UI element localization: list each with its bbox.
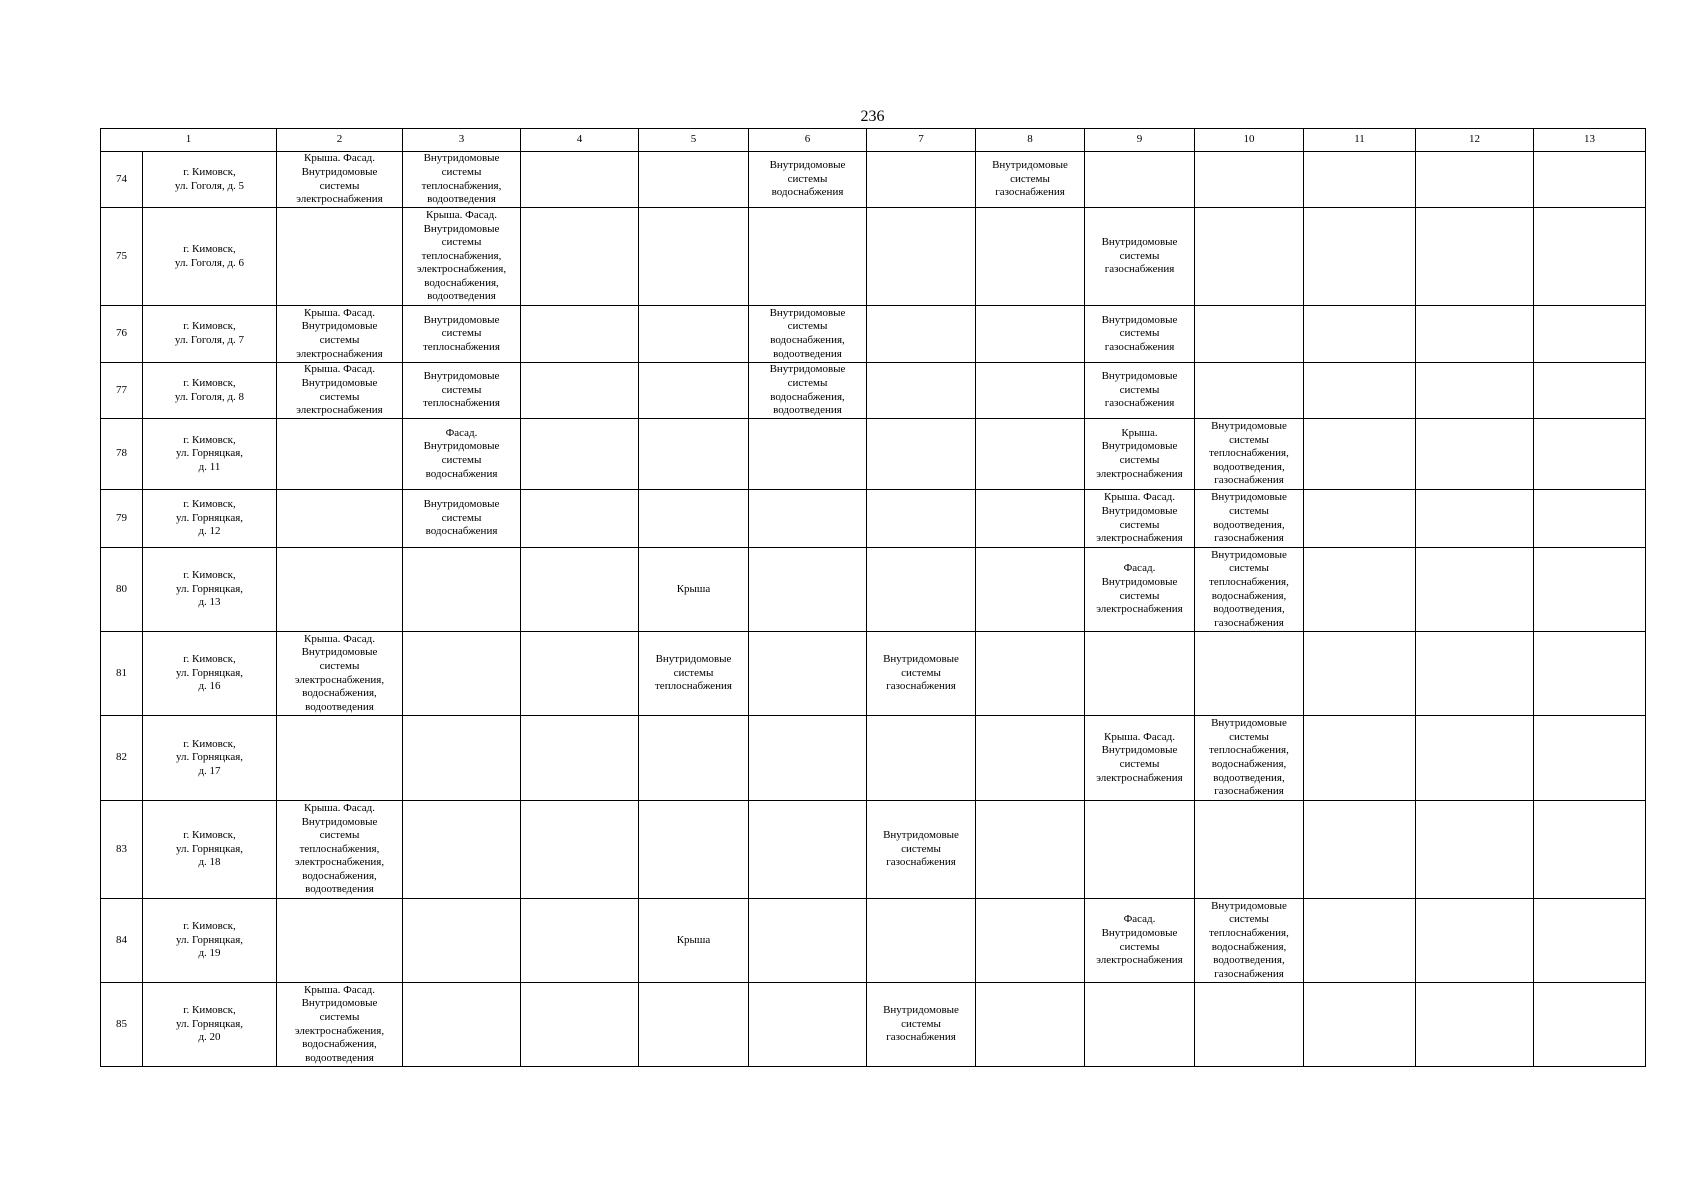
work-type-cell xyxy=(1085,632,1195,716)
column-number-header: 11 xyxy=(1304,129,1416,152)
row-number-cell: 85 xyxy=(101,983,143,1067)
work-type-text: Внутридомовые системы газоснабжения xyxy=(883,829,959,869)
address-cell xyxy=(143,490,277,548)
work-type-cell xyxy=(1085,899,1195,983)
work-type-cell xyxy=(1304,490,1416,548)
row-number-cell: 75 xyxy=(101,208,143,306)
work-type-cell xyxy=(749,548,867,632)
work-type-cell xyxy=(521,983,639,1067)
work-type-text: Внутридомовые системы водоснабжения xyxy=(423,498,500,538)
column-number-header: 6 xyxy=(749,129,867,152)
work-type-cell xyxy=(1085,490,1195,548)
work-type-cell xyxy=(749,801,867,899)
work-type-text: Внутридомовые системы теплоснабжения xyxy=(423,313,500,353)
address-cell xyxy=(143,419,277,490)
work-type-cell xyxy=(277,632,403,716)
work-type-cell xyxy=(1085,363,1195,419)
address-cell xyxy=(143,363,277,419)
work-type-cell xyxy=(521,548,639,632)
work-type-text: Внутридомовые системы водоснабжения, водоотведения xyxy=(769,306,846,360)
work-type-text: Внутридомовые системы газоснабжения xyxy=(1101,313,1178,353)
table-row xyxy=(101,632,1646,716)
work-type-cell xyxy=(749,363,867,419)
row-number-cell: 79 xyxy=(101,490,143,548)
work-type-cell xyxy=(867,716,976,801)
work-type-text: Внутридомовые системы водоснабжения, водоотведения xyxy=(769,363,846,417)
work-type-cell xyxy=(639,899,749,983)
work-type-cell xyxy=(1085,208,1195,306)
work-type-cell xyxy=(277,363,403,419)
work-type-cell xyxy=(749,899,867,983)
work-type-cell xyxy=(1534,363,1646,419)
work-type-cell xyxy=(1416,983,1534,1067)
column-number-header-row xyxy=(101,129,1646,152)
work-type-cell xyxy=(1416,306,1534,363)
work-type-cell xyxy=(1416,548,1534,632)
work-type-text: Крыша. Фасад. Внутридомовые системы электроснабжения xyxy=(1096,730,1183,784)
work-type-cell xyxy=(639,716,749,801)
row-number-cell: 83 xyxy=(101,801,143,899)
work-type-cell xyxy=(277,801,403,899)
row-number-cell: 77 xyxy=(101,363,143,419)
work-type-cell xyxy=(1195,419,1304,490)
work-type-text: Фасад. Внутридомовые системы электроснабжения xyxy=(1096,913,1183,967)
work-type-cell xyxy=(521,716,639,801)
work-type-cell xyxy=(867,490,976,548)
address-text: г. Кимовск, ул. Гоголя, д. 6 xyxy=(174,242,245,269)
address-text: г. Кимовск, ул. Горняцкая, д. 11 xyxy=(175,433,244,473)
work-type-text: Фасад. Внутридомовые системы электроснабжения xyxy=(1096,562,1183,616)
address-text: г. Кимовск, ул. Горняцкая, д. 16 xyxy=(175,653,244,693)
column-number-header: 7 xyxy=(867,129,976,152)
work-type-cell xyxy=(403,306,521,363)
work-type-cell xyxy=(521,363,639,419)
work-type-cell xyxy=(521,306,639,363)
work-type-cell xyxy=(1304,306,1416,363)
table-row xyxy=(101,716,1646,801)
work-type-cell xyxy=(403,548,521,632)
row-number-cell: 82 xyxy=(101,716,143,801)
work-type-text: Внутридомовые системы газоснабжения xyxy=(1101,236,1178,276)
table-row xyxy=(101,419,1646,490)
work-type-cell xyxy=(639,632,749,716)
table-row xyxy=(101,801,1646,899)
work-type-cell xyxy=(521,632,639,716)
work-type-cell xyxy=(1304,899,1416,983)
address-cell xyxy=(143,548,277,632)
work-type-cell xyxy=(403,419,521,490)
work-type-text: Внутридомовые системы теплоснабжения, водоснабжения, водоотведения, газоснабжения xyxy=(1209,899,1289,980)
work-type-cell xyxy=(639,490,749,548)
work-type-cell xyxy=(867,152,976,208)
row-number-cell: 78 xyxy=(101,419,143,490)
work-type-cell xyxy=(1085,548,1195,632)
work-type-cell xyxy=(976,801,1085,899)
column-number-header: 10 xyxy=(1195,129,1304,152)
work-type-cell xyxy=(976,490,1085,548)
work-type-cell xyxy=(277,306,403,363)
work-type-cell xyxy=(277,983,403,1067)
work-type-cell xyxy=(976,306,1085,363)
work-type-text: Внутридомовые системы теплоснабжения xyxy=(655,653,732,693)
work-type-text: Крыша xyxy=(676,933,711,946)
row-number-cell: 74 xyxy=(101,152,143,208)
address-cell xyxy=(143,152,277,208)
work-type-cell xyxy=(867,419,976,490)
work-type-cell xyxy=(1195,716,1304,801)
column-number-header: 4 xyxy=(521,129,639,152)
work-type-cell xyxy=(1304,208,1416,306)
row-number-cell: 81 xyxy=(101,632,143,716)
work-type-text: Внутридомовые системы газоснабжения xyxy=(1101,370,1178,410)
work-type-cell xyxy=(403,983,521,1067)
column-number-header: 2 xyxy=(277,129,403,152)
row-number-cell: 76 xyxy=(101,306,143,363)
work-type-cell xyxy=(749,983,867,1067)
work-type-text: Внутридомовые системы газоснабжения xyxy=(883,653,959,693)
work-type-text: Внутридомовые системы водоснабжения xyxy=(769,159,846,199)
work-type-text: Внутридомовые системы газоснабжения xyxy=(883,1004,959,1044)
work-type-cell xyxy=(1534,632,1646,716)
work-type-cell xyxy=(1534,899,1646,983)
work-type-cell xyxy=(277,899,403,983)
work-type-cell xyxy=(976,208,1085,306)
work-type-cell xyxy=(976,419,1085,490)
address-cell xyxy=(143,632,277,716)
work-type-cell xyxy=(976,632,1085,716)
work-type-cell xyxy=(277,208,403,306)
work-type-cell xyxy=(639,548,749,632)
table-row xyxy=(101,899,1646,983)
work-type-cell xyxy=(976,716,1085,801)
column-number-header: 13 xyxy=(1534,129,1646,152)
work-type-cell xyxy=(1195,983,1304,1067)
table-row xyxy=(101,152,1646,208)
work-type-text: Крыша. Фасад. Внутридомовые системы электроснабжения xyxy=(296,363,383,417)
address-cell xyxy=(143,899,277,983)
work-type-cell xyxy=(1085,306,1195,363)
address-text: г. Кимовск, ул. Гоголя, д. 8 xyxy=(174,376,245,403)
work-type-cell xyxy=(403,363,521,419)
work-type-cell xyxy=(1416,801,1534,899)
work-type-cell xyxy=(1085,152,1195,208)
work-type-cell xyxy=(1534,548,1646,632)
address-text: г. Кимовск, ул. Горняцкая, д. 20 xyxy=(175,1004,244,1044)
work-type-cell xyxy=(277,548,403,632)
work-type-cell xyxy=(867,548,976,632)
work-type-cell xyxy=(1416,419,1534,490)
work-type-cell xyxy=(1085,419,1195,490)
work-type-cell xyxy=(867,899,976,983)
work-type-cell xyxy=(749,632,867,716)
address-text: г. Кимовск, ул. Гоголя, д. 7 xyxy=(174,320,245,346)
work-type-cell xyxy=(1195,306,1304,363)
work-type-cell xyxy=(749,152,867,208)
address-text: г. Кимовск, ул. Гоголя, д. 5 xyxy=(174,165,245,192)
work-type-cell xyxy=(277,716,403,801)
work-type-cell xyxy=(403,899,521,983)
work-type-cell xyxy=(1534,801,1646,899)
work-type-cell xyxy=(1085,716,1195,801)
work-type-cell xyxy=(1195,899,1304,983)
work-type-text: Внутридомовые системы водоотведения, газоснабжения xyxy=(1211,491,1287,545)
work-type-cell xyxy=(521,490,639,548)
work-type-text: Крыша. Фасад. Внутридомовые системы теплоснабжения, электроснабжения, водоснабжения, водоотведения xyxy=(294,801,385,896)
column-number-header: 12 xyxy=(1416,129,1534,152)
work-type-text: Крыша xyxy=(676,582,711,595)
work-type-cell xyxy=(1416,632,1534,716)
work-type-text: Внутридомовые системы теплоснабжения, водоснабжения, водоотведения, газоснабжения xyxy=(1209,548,1289,629)
work-type-cell xyxy=(1416,208,1534,306)
work-type-cell xyxy=(1304,801,1416,899)
work-type-cell xyxy=(1416,899,1534,983)
table-row xyxy=(101,983,1646,1067)
table-row xyxy=(101,363,1646,419)
column-number-header: 1 xyxy=(101,129,277,152)
work-type-cell xyxy=(1195,801,1304,899)
table-row xyxy=(101,490,1646,548)
work-type-cell xyxy=(1304,716,1416,801)
row-number-cell: 80 xyxy=(101,548,143,632)
address-cell xyxy=(143,716,277,801)
work-type-cell xyxy=(1416,363,1534,419)
work-type-cell xyxy=(639,306,749,363)
work-type-cell xyxy=(976,983,1085,1067)
page-number: 236 xyxy=(860,108,885,125)
work-type-cell xyxy=(639,363,749,419)
work-type-cell xyxy=(403,801,521,899)
work-type-cell xyxy=(639,983,749,1067)
work-type-cell xyxy=(403,632,521,716)
address-cell xyxy=(143,801,277,899)
work-type-text: Внутридомовые системы теплоснабжения xyxy=(423,370,500,410)
work-type-cell xyxy=(521,801,639,899)
work-type-cell xyxy=(521,152,639,208)
work-type-cell xyxy=(1304,632,1416,716)
column-number-header: 8 xyxy=(976,129,1085,152)
work-type-text: Внутридомовые системы газоснабжения xyxy=(992,159,1068,199)
work-type-cell xyxy=(1534,306,1646,363)
work-type-text: Внутридомовые системы теплоснабжения, водоснабжения, водоотведения, газоснабжения xyxy=(1209,717,1289,798)
work-type-cell xyxy=(403,152,521,208)
work-type-cell xyxy=(976,152,1085,208)
work-type-cell xyxy=(521,208,639,306)
work-type-text: Крыша. Внутридомовые системы электроснабжения xyxy=(1096,426,1183,480)
address-cell xyxy=(143,983,277,1067)
work-type-text: Фасад. Внутридомовые системы водоснабжения xyxy=(423,426,500,480)
work-type-cell xyxy=(1195,363,1304,419)
address-cell xyxy=(143,208,277,306)
work-type-cell xyxy=(639,419,749,490)
work-type-cell xyxy=(1304,152,1416,208)
work-type-text: Крыша. Фасад. Внутридомовые системы электроснабжения xyxy=(296,152,383,206)
work-type-cell xyxy=(277,152,403,208)
work-type-cell xyxy=(1534,419,1646,490)
work-type-cell xyxy=(1416,152,1534,208)
work-type-cell xyxy=(403,490,521,548)
work-type-cell xyxy=(749,306,867,363)
work-type-cell xyxy=(1534,983,1646,1067)
work-type-cell xyxy=(867,306,976,363)
work-type-cell xyxy=(1534,208,1646,306)
work-type-cell xyxy=(867,363,976,419)
address-text: г. Кимовск, ул. Горняцкая, д. 17 xyxy=(175,737,244,777)
work-type-cell xyxy=(1304,548,1416,632)
work-type-text: Внутридомовые системы теплоснабжения, водоотведения, газоснабжения xyxy=(1209,420,1289,487)
work-type-text: Крыша. Фасад. Внутридомовые системы электроснабжения xyxy=(296,306,383,360)
work-type-cell xyxy=(277,419,403,490)
row-number-cell: 84 xyxy=(101,899,143,983)
work-type-cell xyxy=(867,208,976,306)
work-type-cell xyxy=(1534,490,1646,548)
work-type-cell xyxy=(1416,716,1534,801)
address-text: г. Кимовск, ул. Горняцкая, д. 19 xyxy=(175,920,244,960)
column-number-header: 3 xyxy=(403,129,521,152)
address-text: г. Кимовск, ул. Горняцкая, д. 13 xyxy=(175,569,244,609)
work-type-cell xyxy=(1195,490,1304,548)
work-type-cell xyxy=(867,632,976,716)
work-type-cell xyxy=(867,801,976,899)
work-type-cell xyxy=(1304,419,1416,490)
work-type-cell xyxy=(749,208,867,306)
work-type-cell xyxy=(1085,801,1195,899)
work-type-cell xyxy=(1304,363,1416,419)
work-type-cell xyxy=(1195,152,1304,208)
work-type-text: Крыша. Фасад. Внутридомовые системы электроснабжения, водоснабжения, водоотведения xyxy=(294,983,385,1064)
work-type-cell xyxy=(1416,490,1534,548)
table-row xyxy=(101,306,1646,363)
work-type-text: Крыша. Фасад. Внутридомовые системы электроснабжения, водоснабжения, водоотведения xyxy=(294,632,385,713)
repair-schedule-table xyxy=(100,128,1646,1067)
work-type-cell xyxy=(749,716,867,801)
work-type-cell xyxy=(521,419,639,490)
work-type-text: Крыша. Фасад. Внутридомовые системы электроснабжения xyxy=(1096,491,1183,545)
table-row xyxy=(101,208,1646,306)
column-number-header: 5 xyxy=(639,129,749,152)
work-type-text: Крыша. Фасад. Внутридомовые системы теплоснабжения, электроснабжения, водоснабжения, водоотведения xyxy=(416,208,507,303)
work-type-cell xyxy=(639,208,749,306)
work-type-cell xyxy=(1195,208,1304,306)
work-type-cell xyxy=(1085,983,1195,1067)
work-type-cell xyxy=(403,716,521,801)
work-type-cell xyxy=(1195,632,1304,716)
work-type-cell xyxy=(1195,548,1304,632)
work-type-cell xyxy=(1534,716,1646,801)
work-type-cell xyxy=(867,983,976,1067)
address-text: г. Кимовск, ул. Горняцкая, д. 18 xyxy=(175,829,244,869)
work-type-cell xyxy=(976,363,1085,419)
work-type-text: Внутридомовые системы теплоснабжения, водоотведения xyxy=(421,152,502,206)
work-type-cell xyxy=(403,208,521,306)
work-type-cell xyxy=(976,548,1085,632)
work-type-cell xyxy=(521,899,639,983)
work-type-cell xyxy=(749,419,867,490)
table-body xyxy=(101,129,1646,1067)
work-type-cell xyxy=(976,899,1085,983)
work-type-cell xyxy=(1304,983,1416,1067)
column-number-header: 9 xyxy=(1085,129,1195,152)
address-text: г. Кимовск, ул. Горняцкая, д. 12 xyxy=(175,498,244,538)
address-cell xyxy=(143,306,277,363)
table-row xyxy=(101,548,1646,632)
work-type-cell xyxy=(749,490,867,548)
work-type-cell xyxy=(277,490,403,548)
work-type-cell xyxy=(1534,152,1646,208)
work-type-cell xyxy=(639,152,749,208)
work-type-cell xyxy=(639,801,749,899)
